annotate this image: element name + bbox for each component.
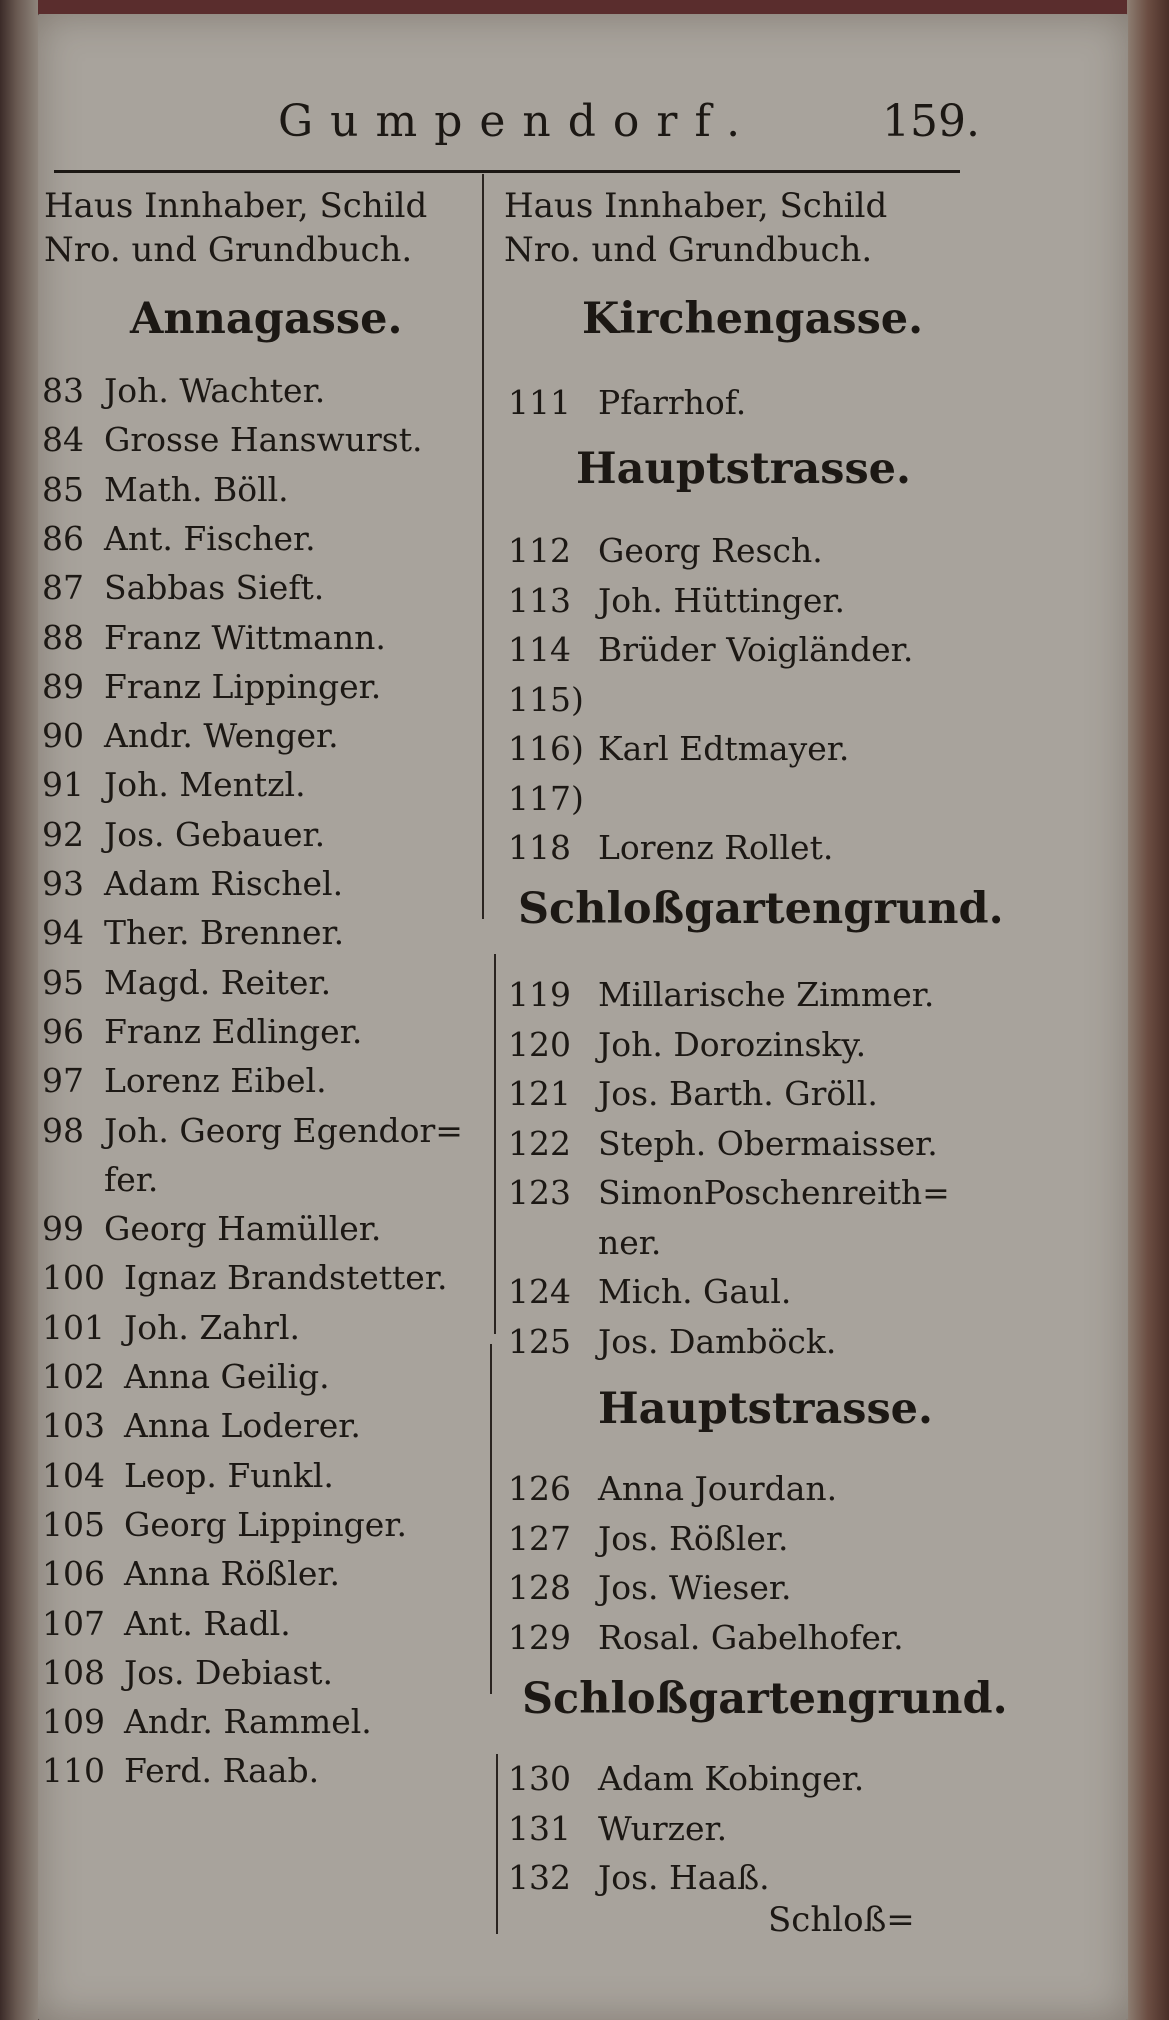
house-number: 114 [508, 630, 571, 669]
list-item [508, 1069, 938, 1119]
list-item [508, 675, 938, 725]
list-item [42, 1007, 472, 1057]
house-number: 103 [42, 1406, 105, 1446]
list-item [508, 1613, 938, 1663]
house-number: 131 [508, 1808, 571, 1848]
list-item [42, 958, 472, 1008]
column-divider [494, 954, 496, 1334]
house-number: 123 [508, 1173, 571, 1212]
house-number: 93 [42, 864, 84, 903]
owner-name: Jos. Haaß. [598, 1858, 770, 1897]
owner-name: Jos. Debiast. [124, 1652, 334, 1692]
house-number: 96 [42, 1011, 84, 1051]
owner-name: Anna Jourdan. [598, 1469, 838, 1508]
list-item [508, 576, 938, 626]
list-item [42, 859, 472, 909]
section-title: Hauptstrasse. [598, 1384, 934, 1434]
section-title: Schloßgartengrund. [522, 1674, 1008, 1724]
owner-name: Grosse Hanswurst. [104, 420, 423, 460]
owner-name: Georg Lippinger. [124, 1504, 407, 1544]
list-item [42, 1204, 472, 1254]
list-item [42, 760, 472, 810]
owner-name: Magd. Reiter. [104, 962, 332, 1002]
list-item [508, 1754, 938, 1804]
list-item [508, 774, 938, 824]
list-item [42, 1451, 472, 1501]
house-number: 115) [508, 679, 584, 719]
column-divider [482, 174, 484, 919]
house-number: 119 [508, 975, 571, 1014]
owner-name: Ferd. Raab. [124, 1751, 320, 1791]
owner-name: Jos. Barth. Gröll. [598, 1074, 878, 1113]
column-head-line: Nro. und Grundbuch. [504, 230, 873, 270]
house-number: 127 [508, 1518, 571, 1558]
list-item [508, 1020, 938, 1070]
owner-name: Jos. Rößler. [598, 1518, 789, 1558]
list-item [42, 1253, 472, 1303]
owner-name: Lorenz Rollet. [598, 828, 834, 867]
house-number: 116) [508, 729, 584, 768]
house-number: 102 [42, 1357, 105, 1396]
house-number: 83 [42, 371, 84, 410]
column-head-line: Haus Innhaber, Schild [504, 186, 888, 226]
house-number: 109 [42, 1702, 105, 1742]
owner-name: Adam Rischel. [104, 864, 344, 903]
list-item [42, 1155, 472, 1205]
owner-name: Brüder Voigländer. [598, 630, 914, 669]
owner-name: Joh. Dorozinsky. [598, 1024, 867, 1064]
page-top-edge [38, 0, 1127, 14]
list-item [42, 1056, 472, 1106]
list-item [42, 1500, 472, 1550]
owner-name: Math. Böll. [104, 469, 289, 509]
house-number: 90 [42, 716, 84, 756]
list-item [508, 526, 938, 576]
house-number: 86 [42, 518, 84, 558]
section-title: Annagasse. [130, 294, 403, 344]
catchword: Schloß= [768, 1900, 915, 1940]
list-item [42, 711, 472, 761]
owner-name: Franz Edlinger. [104, 1011, 363, 1051]
list-item [508, 970, 938, 1020]
owner-name: Franz Wittmann. [104, 617, 386, 657]
house-number: 98 [42, 1110, 84, 1150]
list-item [508, 1168, 950, 1218]
house-number: 91 [42, 765, 84, 805]
section-title: Hauptstrasse. [576, 444, 912, 494]
house-number: 118 [508, 828, 571, 867]
owner-name: Anna Loderer. [124, 1406, 361, 1446]
list-item [42, 1746, 472, 1796]
house-number: 99 [42, 1209, 84, 1249]
owner-name: ner. [598, 1222, 662, 1262]
house-number: 117) [508, 778, 584, 818]
owner-name: Joh. Hüttinger. [598, 580, 845, 620]
list-item [42, 1401, 472, 1451]
list-item [42, 1648, 472, 1698]
page-header [38, 96, 1128, 156]
left-column-head [44, 184, 427, 272]
list-item [42, 613, 472, 663]
owner-name: Franz Lippinger. [104, 666, 382, 706]
house-number: 111 [508, 383, 571, 422]
list-item [508, 1804, 938, 1854]
owner-name: Steph. Obermaisser. [598, 1123, 938, 1163]
owner-name: Anna Geilig. [124, 1357, 330, 1396]
list-item [42, 662, 472, 712]
house-number: 129 [508, 1617, 571, 1657]
list-item [508, 1563, 938, 1613]
right-column-head [504, 184, 887, 272]
owner-name: Jos. Damböck. [598, 1321, 837, 1361]
column-head-line: Nro. und Grundbuch. [44, 230, 413, 270]
owner-name: Georg Hamüller. [104, 1209, 382, 1249]
house-number: 120 [508, 1024, 571, 1064]
list-item [42, 1106, 472, 1156]
list-item [508, 625, 938, 675]
house-number: 100 [42, 1258, 105, 1298]
list-item [42, 1549, 472, 1599]
list-item [508, 1267, 938, 1317]
house-number: 105 [42, 1504, 105, 1544]
owner-name: Sabbas Sieft. [104, 568, 325, 608]
column-divider [490, 1344, 492, 1694]
house-number: 126 [508, 1469, 571, 1508]
list-item [42, 1697, 472, 1747]
house-number: 106 [42, 1554, 105, 1594]
house-number: 92 [42, 814, 84, 854]
house-number: 128 [508, 1568, 571, 1607]
list-item [508, 378, 938, 428]
book-gutter [0, 0, 38, 2020]
house-number: 85 [42, 469, 84, 509]
book-edge [1127, 0, 1169, 2020]
list-item [42, 563, 472, 613]
owner-name: Joh. Wachter. [104, 371, 326, 410]
list-item [508, 724, 938, 774]
owner-name: Ant. Radl. [124, 1603, 291, 1643]
owner-name: Rosal. Gabelhofer. [598, 1617, 904, 1657]
house-number: 110 [42, 1751, 105, 1791]
house-number: 113 [508, 580, 571, 620]
house-number: 107 [42, 1603, 105, 1643]
house-number: 84 [42, 420, 84, 460]
house-number: 121 [508, 1074, 571, 1113]
owner-name: Joh. Zahrl. [124, 1307, 301, 1347]
list-item [42, 514, 472, 564]
list-item [508, 1853, 938, 1903]
house-number: 122 [508, 1123, 571, 1163]
owner-name: Ther. Brenner. [104, 913, 345, 953]
owner-name: Jos. Wieser. [598, 1568, 792, 1607]
owner-name: Mich. Gaul. [598, 1272, 792, 1311]
owner-name: Ignaz Brandstetter. [124, 1258, 448, 1298]
section-title: Kirchengasse. [582, 294, 924, 344]
owner-name: Wurzer. [598, 1808, 728, 1848]
list-item [42, 415, 472, 465]
book-page [38, 14, 1128, 2020]
owner-name: Joh. Mentzl. [104, 765, 306, 805]
list-item [42, 366, 472, 416]
owner-name: Pfarrhof. [598, 383, 747, 422]
house-number: 108 [42, 1652, 105, 1692]
house-number: 130 [508, 1759, 571, 1798]
owner-name: Karl Edtmayer. [598, 729, 850, 768]
list-item [508, 1514, 938, 1564]
list-item [42, 1599, 472, 1649]
list-item [508, 1218, 938, 1268]
list-item [42, 1303, 472, 1353]
owner-name: Lorenz Eibel. [104, 1061, 327, 1101]
list-item [508, 823, 938, 873]
house-number: 125 [508, 1321, 571, 1361]
owner-name: Millarische Zimmer. [598, 975, 935, 1014]
house-number: 132 [508, 1858, 571, 1897]
owner-name: Leop. Funkl. [124, 1455, 334, 1495]
house-number: 95 [42, 962, 84, 1002]
house-number: 94 [42, 913, 84, 953]
owner-name: fer. [104, 1159, 159, 1199]
owner-name: Jos. Gebauer. [104, 814, 326, 854]
column-head-line: Haus Innhaber, Schild [44, 186, 428, 226]
house-number: 88 [42, 617, 84, 657]
column-divider [496, 1754, 498, 1934]
house-number: 104 [42, 1455, 105, 1495]
list-item [42, 1352, 472, 1402]
owner-name: Georg Resch. [598, 531, 823, 570]
list-item [42, 465, 472, 515]
list-item [42, 810, 472, 860]
header-rule [54, 170, 960, 173]
owner-name: Andr. Rammel. [124, 1702, 372, 1742]
owner-name: Andr. Wenger. [104, 716, 339, 756]
list-item [508, 1119, 938, 1169]
house-number: 101 [42, 1307, 105, 1347]
list-item [508, 1317, 938, 1367]
owner-name: Adam Kobinger. [598, 1759, 865, 1798]
owner-name: Ant. Fischer. [104, 518, 316, 558]
owner-name: Anna Rößler. [124, 1554, 340, 1594]
section-title: Schloßgartengrund. [518, 884, 1004, 934]
running-title: Gumpendorf. [278, 96, 758, 147]
list-item [508, 1464, 938, 1514]
owner-name: SimonPoschenreith= [598, 1173, 950, 1212]
house-number: 89 [42, 666, 84, 706]
page-number: 159. [882, 96, 980, 147]
house-number: 112 [508, 531, 571, 570]
owner-name: Joh. Georg Egendor= [104, 1110, 463, 1150]
house-number: 87 [42, 568, 84, 608]
list-item [42, 908, 472, 958]
house-number: 97 [42, 1061, 84, 1101]
house-number: 124 [508, 1272, 571, 1311]
